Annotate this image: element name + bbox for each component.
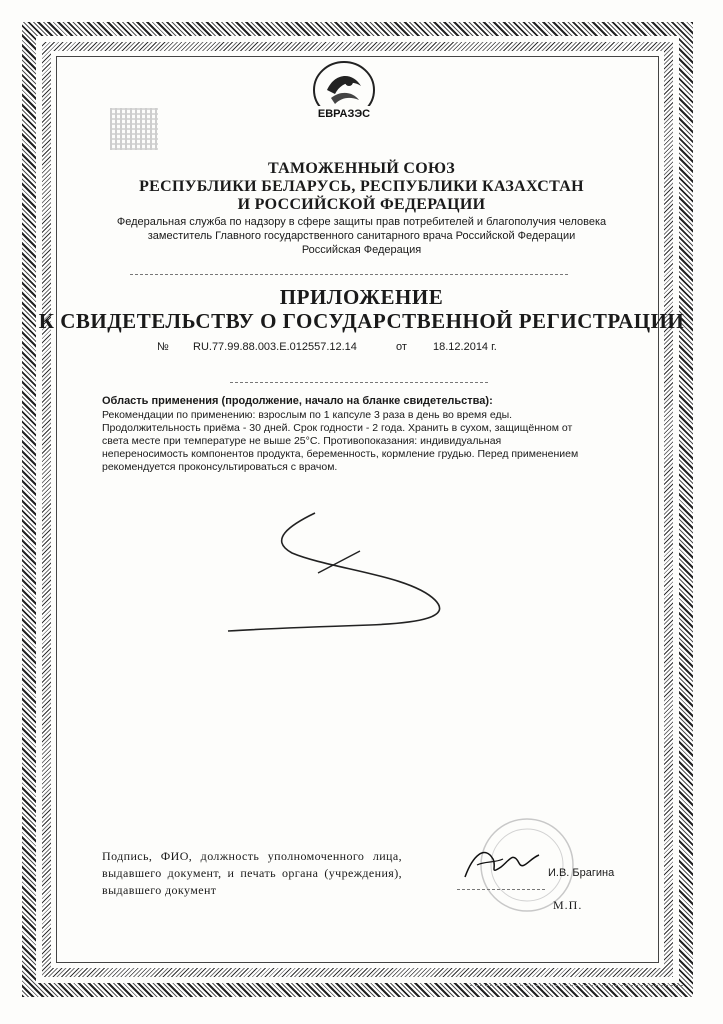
- header-line-2: РЕСПУБЛИКИ БЕЛАРУСЬ, РЕСПУБЛИКИ КАЗАХСТАН: [139, 178, 584, 195]
- separator-line-middle: [230, 382, 490, 383]
- emblem-label: ЕВРАЗЭС: [317, 108, 371, 120]
- separator-line-top: [130, 274, 570, 275]
- number-label: №: [157, 341, 169, 353]
- signer-name: И.В. Брагина: [548, 867, 615, 879]
- signature-caption: Подпись, ФИО, должность уполномоченного лица, выдавшего документ, и печать органа (учреждения), выдавшего документ: [102, 849, 402, 897]
- registration-date: 18.12.2014 г.: [433, 341, 497, 353]
- body-line: рекомендуется проконсультироваться с врачом.: [102, 461, 338, 473]
- header-line-3: И РОССИЙСКОЙ ФЕДЕРАЦИИ: [237, 196, 486, 213]
- z-line-signature: [220, 505, 460, 645]
- application-area-text: [102, 395, 622, 474]
- authority-line-2: заместитель Главного государственного санитарного врача Российской Федерации: [147, 230, 576, 242]
- authority-line-1: Федеральная служба по надзору в сфере защиты прав потребителей и благополучия человека: [116, 216, 607, 228]
- eurasec-emblem: [305, 60, 383, 124]
- signature-underline: [457, 889, 547, 890]
- body-line: света месте при температуре не выше 25°С. Противопоказания: индивидуальная: [102, 435, 502, 447]
- security-pattern-mark: [110, 108, 158, 150]
- document-title: ПРИЛОЖЕНИЕ: [279, 285, 444, 309]
- body-line: непереносимость компонентов продукта, беременность, кормление грудью. Перед применением: [102, 448, 579, 460]
- date-label: от: [396, 341, 407, 353]
- body-line: Рекомендации по применению: взрослым по 1 капсуле 3 раза в день во время еды.: [102, 409, 513, 421]
- registration-number: RU.77.99.88.003.E.012557.12.14: [193, 341, 357, 353]
- authority-line-3: Российская Федерация: [301, 244, 422, 256]
- document-subtitle: К СВИДЕТЕЛЬСТВУ О ГОСУДАРСТВЕННОЙ РЕГИСТРАЦИИ: [38, 309, 685, 333]
- bottom-fine-print-line: [470, 985, 685, 986]
- body-line: Продолжительность приёма - 30 дней. Срок годности - 2 года. Хранить в сухом, защищённом от: [102, 422, 573, 434]
- header-line-1: ТАМОЖЕННЫЙ СОЮЗ: [267, 160, 456, 177]
- application-area-heading: Область применения (продолжение, начало на бланке свидетельства):: [102, 395, 493, 407]
- stamp-place-abbrev: М.П.: [553, 898, 583, 912]
